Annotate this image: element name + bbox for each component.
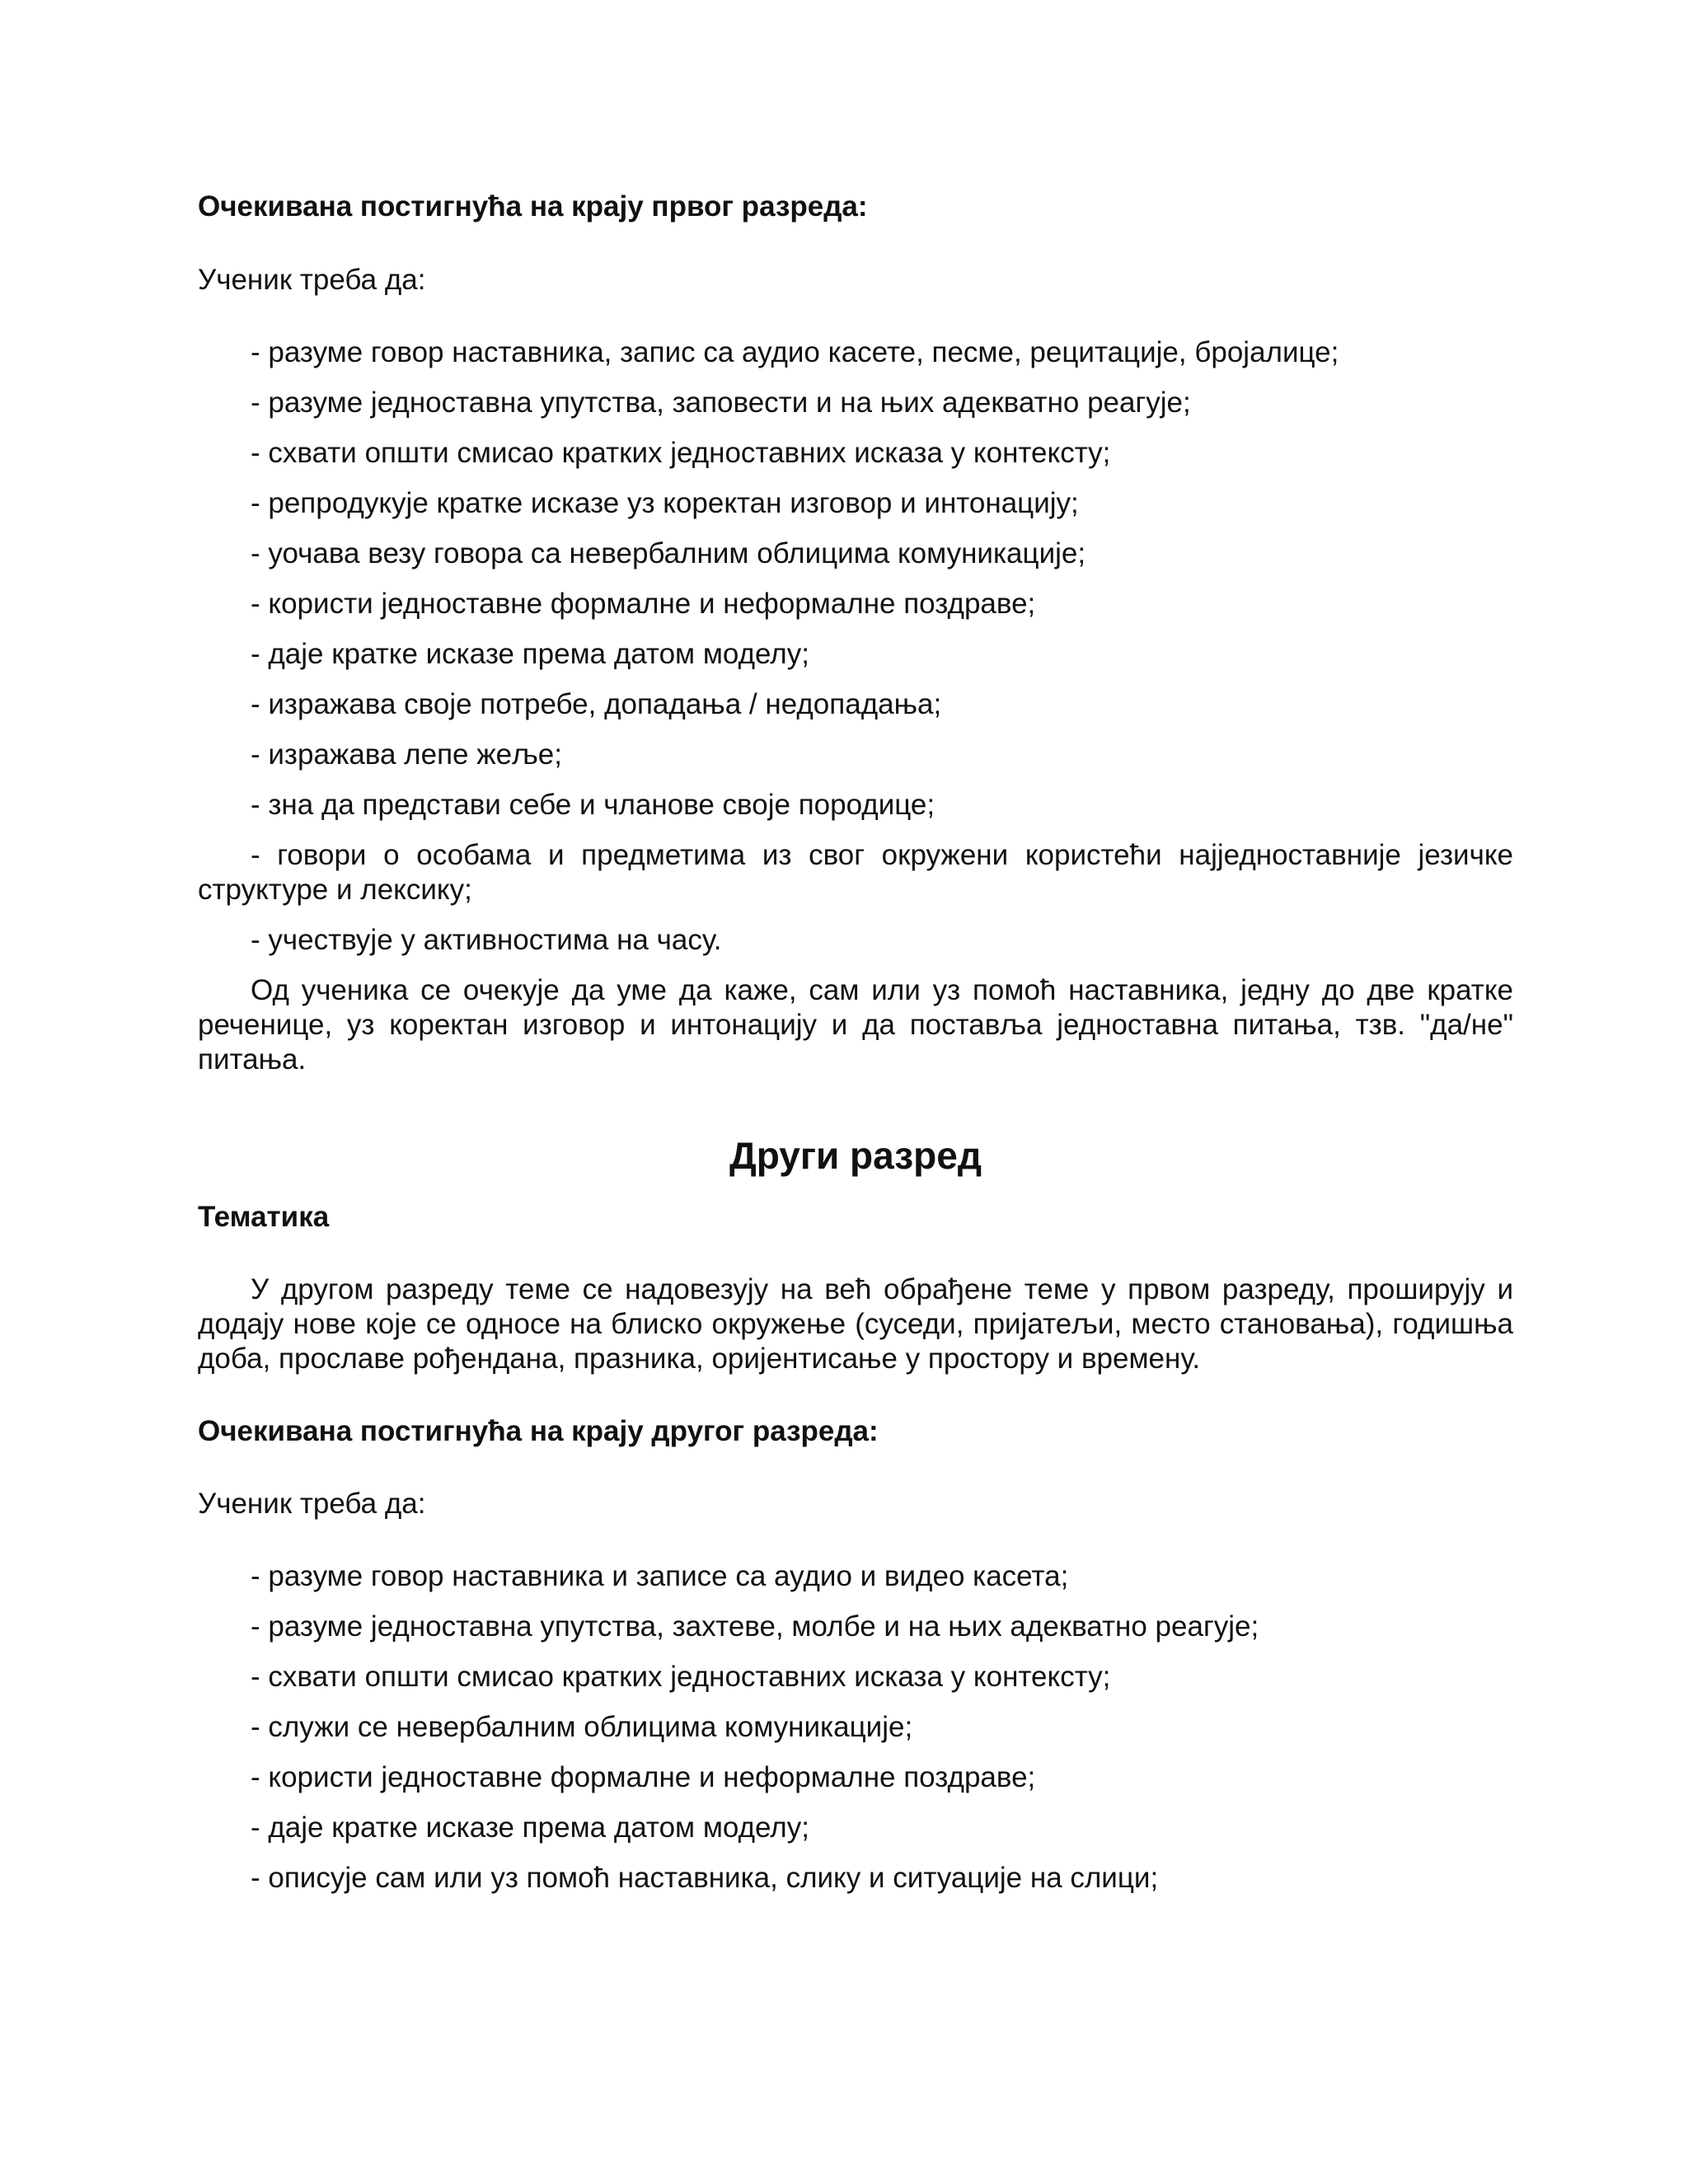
list-item: - користи једноставне формалне и неформалне поздраве; [251,1761,1036,1793]
list-item: - разуме једноставна упутства, заповести и на њих адекватно реагује; [251,387,1191,419]
grade2-achievements-list [198,1559,1513,1896]
list-item: - уочава везу говора са невербалним облицима комуникације; [251,537,1086,569]
list-item: - даје кратке исказе према датом моделу; [251,638,809,670]
list-item: - разуме једноставна упутства, захтеве, молбе и на њих адекватно реагује; [251,1610,1259,1643]
list-item: - разуме говор наставника, запис са аудио касете, песме, рецитације, бројалице; [251,336,1339,368]
grade2-topics-heading: Тематика [198,1201,330,1233]
list-item: - учествује у активностима на часу. [251,924,722,956]
list-item: - репродукује кратке исказе уз коректан изговор и интонацију; [251,487,1079,519]
list-item: - служи се невербалним облицима комуникације; [251,1711,913,1743]
list-item: - описује сам или уз помоћ наставника, слику и ситуације на слици; [251,1862,1159,1894]
document-page [198,190,1513,1911]
section-title-grade2: Други разред [729,1134,982,1177]
grade2-topics-paragraph: У другом разреду теме се надовезују на већ обрађене теме у првом разреду, проширују и додају нове које се односе на блиско окружење (суседи, пријатељи, место становања), годишња доба, прославе рођендана, празника, оријентисање у простору и времену. [198,1273,1513,1375]
grade1-achievements-heading: Очекивана постигнућа на крају првог разреда: [198,190,868,223]
list-item: - изражава лепе жеље; [251,738,562,771]
list-item: - изражава своје потребе, допадања / недопадања; [251,688,942,720]
list-item: - схвати општи смисао кратких једноставних исказа у контексту; [251,1661,1111,1693]
list-item: - даје кратке исказе према датом моделу; [251,1811,809,1844]
list-item: - разуме говор наставника и записе са аудио и видео касета; [251,1560,1069,1592]
list-item: - зна да представи себе и чланове своје породице; [251,789,935,821]
grade2-achievements-heading: Очекивана постигнућа на крају другог разреда: [198,1415,879,1447]
grade1-intro: Ученик треба да: [198,264,426,296]
list-item: - говори о особама и предметима из свог окружени користећи најједноставније језичке структуре и лексику; [198,839,1513,906]
grade1-closing-paragraph: Од ученика се очекује да уме да каже, сам или уз помоћ наставника, једну до две кратке реченице, уз коректан изговор и интонацију и да поставља једноставна питања, тзв. "да/не" питања. [198,974,1513,1076]
grade2-intro: Ученик треба да: [198,1488,426,1520]
grade1-achievements-list [198,335,1513,958]
list-item: - користи једноставне формалне и неформалне поздраве; [251,588,1036,620]
list-item: - схвати општи смисао кратких једноставних исказа у контексту; [251,437,1111,469]
